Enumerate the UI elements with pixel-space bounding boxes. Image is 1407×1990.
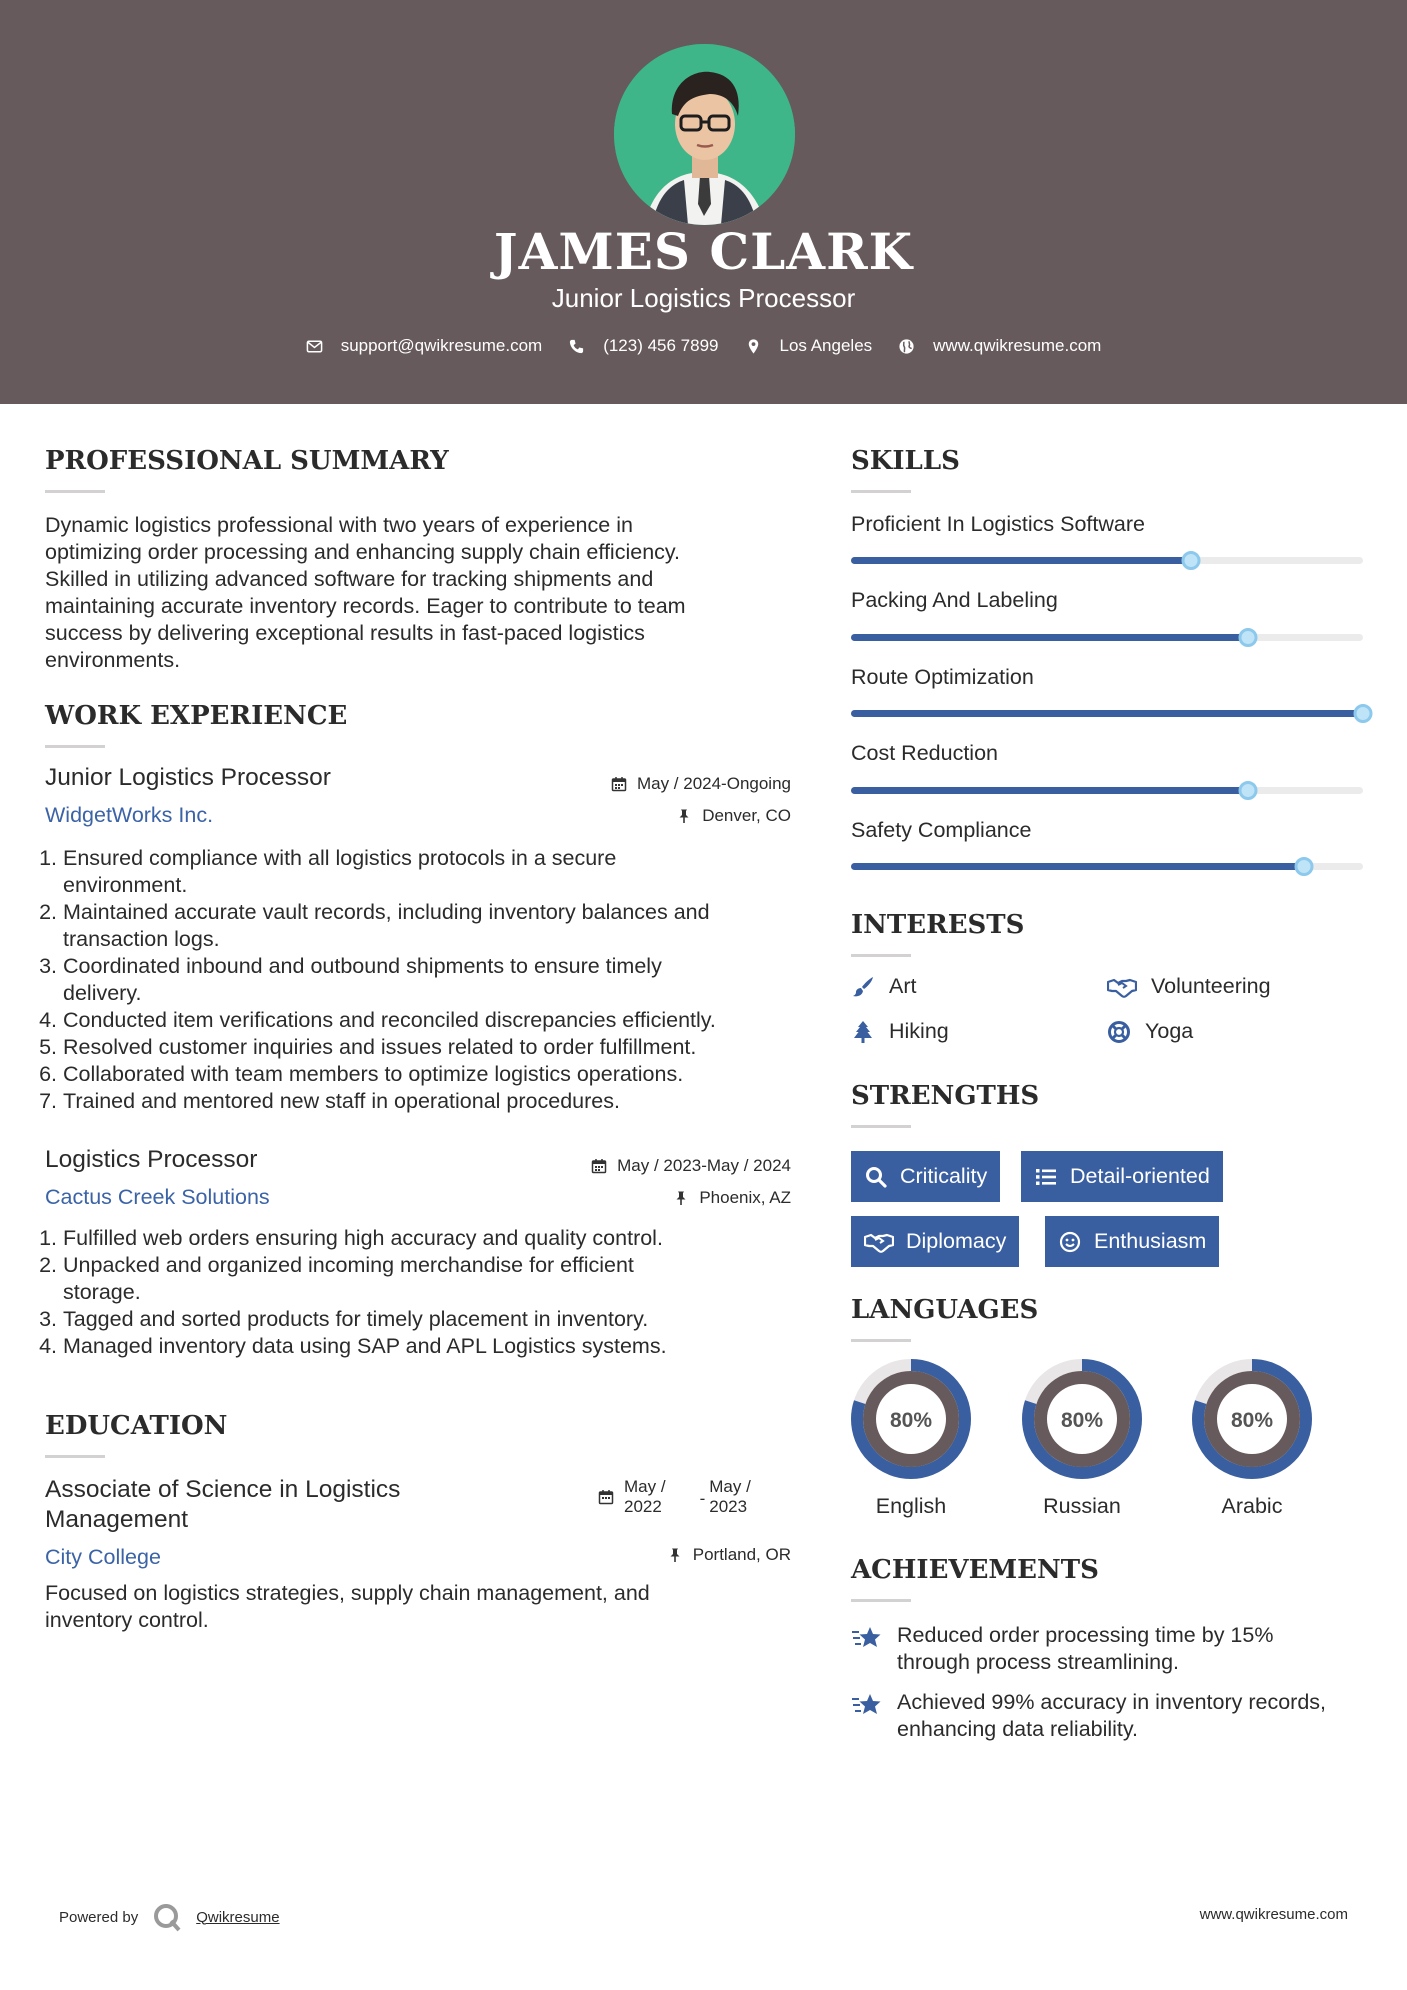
calendar-icon	[591, 1158, 607, 1174]
skills-heading: SKILLS	[851, 446, 960, 476]
summary-line: Dynamic logistics professional with two years of experience in	[45, 513, 633, 537]
skill-bar-knob	[1238, 781, 1257, 800]
summary-rule	[45, 490, 105, 493]
job-title: Logistics Processor	[45, 1146, 258, 1173]
interest-label: Volunteering	[1151, 974, 1271, 998]
contact-email[interactable]	[306, 336, 543, 356]
list-item: 5. Resolved customer inquiries and issues related to order fulfillment.	[39, 1035, 697, 1059]
achievements-heading: ACHIEVEMENTS	[851, 1555, 1099, 1585]
strength-chip	[851, 1151, 1000, 1202]
skill-name: Proficient In Logistics Software	[851, 512, 1145, 536]
job-dates	[611, 774, 791, 794]
education-dates	[598, 1477, 751, 1517]
profile-photo	[614, 44, 795, 225]
education-rule	[45, 1455, 105, 1458]
list-item: 2. Unpacked and organized incoming merchandise for efficient storage.	[39, 1253, 634, 1304]
job-title: Junior Logistics Processor	[45, 764, 331, 791]
smile-icon	[1058, 1230, 1082, 1254]
language-ring	[1191, 1358, 1313, 1480]
summary-line: success by delivering exceptional results in fast-paced logistics	[45, 621, 645, 645]
skill-bar-fill	[851, 557, 1191, 564]
date-separator: -	[699, 1489, 706, 1508]
education-location-text: Portland, OR	[692, 1545, 791, 1564]
job-duties-list	[35, 845, 795, 1115]
interest-label: Art	[889, 974, 917, 998]
language-ring	[1021, 1358, 1143, 1480]
skills-rule	[851, 490, 911, 493]
lifebuoy-icon	[1107, 1020, 1131, 1044]
footer-website-link[interactable]: www.qwikresume.com	[1199, 1906, 1348, 1923]
skill-bar	[851, 710, 1363, 717]
strength-chip	[1045, 1216, 1219, 1267]
summary-line: Skilled in utilizing advanced software for tracking shipments and	[45, 567, 654, 591]
strength-label: Criticality	[900, 1164, 988, 1188]
tree-icon	[851, 1020, 875, 1044]
pushpin-icon	[667, 1547, 683, 1563]
strength-label: Enthusiasm	[1094, 1229, 1207, 1253]
list-item: 1. Ensured compliance with all logistics protocols in a secure environment.	[39, 846, 617, 897]
email-text: support@qwikresume.com	[340, 336, 543, 355]
achievement-item: Achieved 99% accuracy in inventory records, enhancing data reliability.	[851, 1689, 1371, 1743]
list-item: 4. Conducted item verifications and reconciled discrepancies efficiently.	[39, 1008, 716, 1032]
language-item	[850, 1358, 972, 1519]
skill-bar-knob	[1238, 628, 1257, 647]
job-dates-text: May / 2023-May / 2024	[617, 1156, 791, 1175]
job-dates	[591, 1156, 791, 1176]
skill-bar	[851, 634, 1363, 641]
experience-heading: WORK EXPERIENCE	[45, 701, 348, 731]
footer-branding	[59, 1902, 280, 1932]
language-name: Arabic	[1221, 1494, 1283, 1518]
education-heading: EDUCATION	[45, 1411, 228, 1441]
strength-chip	[851, 1216, 1019, 1267]
skill-name: Safety Compliance	[851, 818, 1032, 842]
paintbrush-icon	[851, 975, 875, 999]
job-duties-list	[35, 1225, 795, 1360]
job-location-text: Denver, CO	[702, 806, 791, 825]
interests-rule	[851, 954, 911, 957]
list-item: 6. Collaborated with team members to optimize logistics operations.	[39, 1062, 684, 1086]
list-item: 3. Coordinated inbound and outbound shipments to ensure timely delivery.	[39, 954, 662, 1005]
languages-heading: LANGUAGES	[851, 1295, 1039, 1325]
skill-name: Cost Reduction	[851, 741, 998, 765]
contact-bar	[0, 336, 1407, 356]
skill-bar-fill	[851, 634, 1248, 641]
shooting-star-icon	[851, 1691, 883, 1719]
handshake-icon	[1107, 975, 1137, 999]
interest-item	[851, 974, 916, 999]
search-icon	[864, 1165, 888, 1189]
job-location-text: Phoenix, AZ	[699, 1188, 791, 1207]
phone-icon	[568, 338, 585, 355]
contact-phone[interactable]	[568, 336, 718, 356]
skill-name: Route Optimization	[851, 665, 1034, 689]
job-dates-text: May / 2024-Ongoing	[636, 774, 791, 793]
achievement-item: Reduced order processing time by 15% through process streamlining.	[851, 1622, 1371, 1676]
calendar-icon	[598, 1489, 614, 1505]
interest-item	[1107, 974, 1271, 999]
job-location	[676, 806, 791, 826]
education-location	[667, 1545, 791, 1565]
skill-bar-knob	[1354, 704, 1373, 723]
list-item: 4. Managed inventory data using SAP and APL Logistics systems.	[39, 1334, 667, 1358]
skill-bar	[851, 863, 1363, 870]
languages-rule	[851, 1339, 911, 1342]
achievements-rule	[851, 1599, 911, 1602]
list-icon	[1034, 1165, 1058, 1189]
website-text: www.qwikresume.com	[933, 336, 1102, 355]
degree-title: Associate of Science in Logistics Management	[45, 1476, 401, 1533]
company-name: Cactus Creek Solutions	[45, 1185, 270, 1209]
experience-rule	[45, 745, 105, 748]
summary-line: maintaining accurate inventory records. Eager to contribute to team	[45, 594, 686, 618]
skill-name: Packing And Labeling	[851, 588, 1058, 612]
strengths-rule	[851, 1125, 911, 1128]
date-end: May / 2023	[709, 1477, 751, 1516]
location-text: Los Angeles	[779, 336, 873, 355]
candidate-title: Junior Logistics Processor	[551, 283, 856, 313]
language-item	[1191, 1358, 1313, 1519]
language-item	[1021, 1358, 1143, 1519]
skill-bar	[851, 557, 1363, 564]
list-item: 1. Fulfilled web orders ensuring high accuracy and quality control.	[39, 1226, 663, 1250]
strengths-heading: STRENGTHS	[851, 1081, 1040, 1111]
language-ring	[850, 1358, 972, 1480]
phone-text: (123) 456 7899	[603, 336, 719, 355]
company-name: WidgetWorks Inc.	[45, 803, 214, 827]
globe-icon	[898, 338, 915, 355]
handshake-icon	[864, 1230, 894, 1254]
pushpin-icon	[673, 1190, 689, 1206]
calendar-icon	[611, 776, 627, 792]
interest-label: Hiking	[889, 1019, 949, 1043]
school-name: City College	[45, 1545, 161, 1569]
list-item: 7. Trained and mentored new staff in operational procedures.	[39, 1089, 620, 1113]
language-percent: 80%	[1230, 1409, 1274, 1432]
skill-bar-fill	[851, 863, 1304, 870]
language-percent: 80%	[1060, 1409, 1104, 1432]
interest-item	[1107, 1019, 1193, 1044]
skill-bar-knob	[1182, 551, 1201, 570]
powered-by-label: Powered by	[59, 1908, 139, 1926]
qwikresume-logo-icon	[152, 1902, 182, 1932]
strength-label: Detail-oriented	[1070, 1164, 1210, 1188]
job-location	[673, 1188, 791, 1208]
resume-header	[0, 0, 1407, 404]
contact-location	[745, 336, 873, 356]
skill-bar	[851, 787, 1363, 794]
strength-chip	[1021, 1151, 1223, 1202]
language-percent: 80%	[889, 1409, 933, 1432]
interest-item	[851, 1019, 949, 1044]
skill-bar-knob	[1295, 857, 1314, 876]
interests-heading: INTERESTS	[851, 910, 1025, 940]
date-start: May / 2022	[624, 1477, 666, 1516]
strength-label: Diplomacy	[906, 1229, 1007, 1253]
summary-line: optimizing order processing and enhancing supply chain efficiency.	[45, 540, 681, 564]
shooting-star-icon	[851, 1624, 883, 1652]
candidate-name: JAMES CLARK	[493, 222, 914, 281]
summary-text	[45, 512, 775, 674]
skill-bar-fill	[851, 710, 1363, 717]
map-pin-icon	[745, 338, 762, 355]
summary-line: environments.	[45, 648, 181, 672]
envelope-icon	[306, 338, 323, 355]
interest-label: Yoga	[1145, 1019, 1194, 1043]
skill-bar-fill	[851, 787, 1248, 794]
contact-website[interactable]	[898, 336, 1101, 356]
pushpin-icon	[676, 808, 692, 824]
language-name: English	[875, 1494, 947, 1518]
language-name: Russian	[1043, 1494, 1121, 1518]
summary-heading: PROFESSIONAL SUMMARY	[45, 446, 449, 476]
qwikresume-link[interactable]: Qwikresume	[196, 1908, 280, 1926]
list-item: 3. Tagged and sorted products for timely placement in inventory.	[39, 1307, 649, 1331]
education-description: Focused on logistics strategies, supply chain management, and inventory control.	[45, 1581, 650, 1632]
list-item: 2. Maintained accurate vault records, including inventory balances and transaction logs.	[39, 900, 710, 951]
